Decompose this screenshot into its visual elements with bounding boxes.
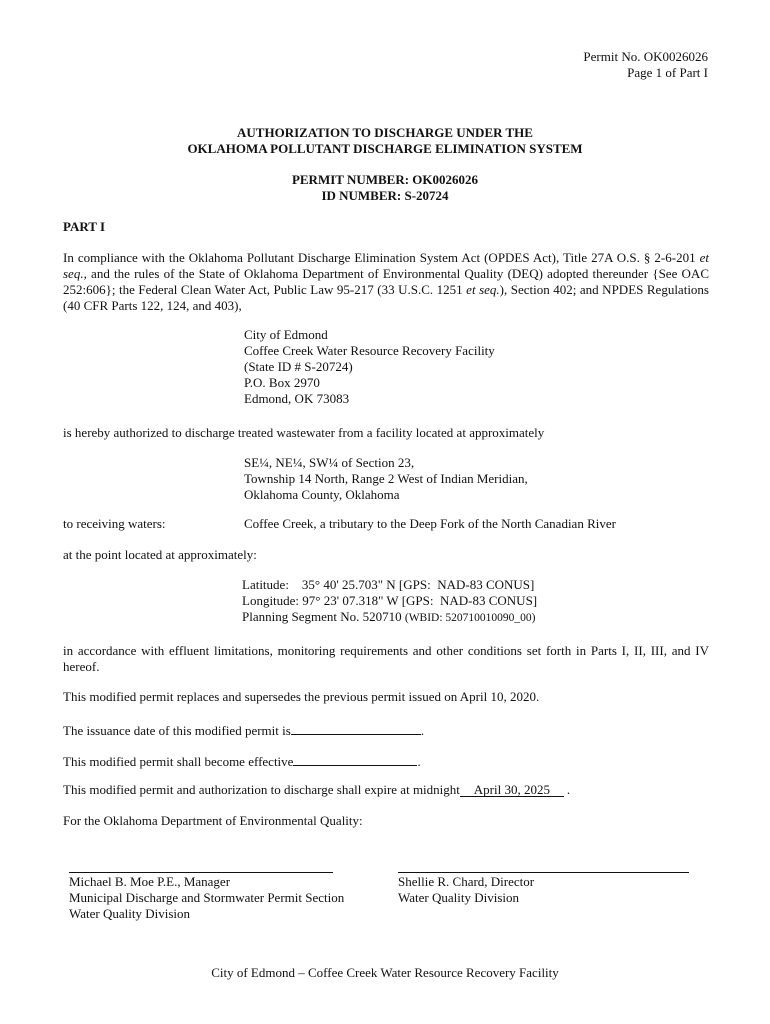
issuance-date-blank (291, 720, 421, 735)
permittee-line: Coffee Creek Water Resource Recovery Facility (244, 343, 495, 358)
page-footer: City of Edmond – Coffee Creek Water Resource Recovery Facility (211, 965, 559, 980)
effective-period: . (417, 754, 421, 769)
signature-line-right (398, 872, 689, 873)
authorized-text: is hereby authorized to discharge treated wastewater from a facility located at approximately (63, 425, 545, 440)
receiving-waters-value: Coffee Creek, a tributary to the Deep Fork of the North Canadian River (244, 516, 616, 531)
permittee-line: P.O. Box 2970 (244, 375, 320, 390)
expire-period: . (566, 782, 571, 797)
title-line-2: OKLAHOMA POLLUTANT DISCHARGE ELIMINATION SYSTEM (187, 141, 583, 156)
document-title (40, 125, 730, 157)
compliance-text-1: In compliance with the Oklahoma Pollutant Discharge Elimination System Act (OPDES Act), Title 27A O.S. § 2-6-201 (63, 250, 700, 265)
title-line-1: AUTHORIZATION TO DISCHARGE UNDER THE (237, 125, 533, 140)
receiving-waters-label: to receiving waters: (63, 516, 166, 531)
latitude: Latitude: 35° 40' 25.703" N [GPS: NAD-83 CONUS] (242, 577, 535, 592)
permit-number-title: PERMIT NUMBER: OK0026026 (291, 172, 479, 187)
discharge-coordinates (242, 577, 537, 626)
permittee-line: City of Edmond (244, 327, 328, 342)
location-line: Oklahoma County, Oklahoma (244, 487, 400, 502)
signature-line-left (69, 872, 333, 873)
permit-identifiers (40, 172, 730, 204)
facility-location (244, 455, 528, 503)
location-line: SE¼, NE¼, SW¼ of Section 23, (244, 455, 415, 470)
compliance-text-3: ), Section 402; and NPDES Regulations (40 CFR Parts 122, 124, and 403), (63, 282, 709, 313)
signatory-right-name: Shellie R. Chard, Director (398, 874, 535, 889)
accordance-paragraph: in accordance with effluent limitations, monitoring requirements and other conditions set forth in Parts I, II, III, and IV hereof. (63, 643, 709, 674)
issuance-line (63, 720, 424, 739)
id-number-title: ID NUMBER: S-20724 (321, 188, 449, 203)
page-indicator: Page 1 of Part I (627, 65, 708, 80)
part-heading: PART I (63, 219, 106, 234)
location-line: Township 14 North, Range 2 West of Indian Meridian, (244, 471, 528, 486)
issuance-label: The issuance date of this modified permit is (63, 723, 291, 738)
signatory-right (398, 874, 534, 906)
signatory-left-name: Michael B. Moe P.E., Manager (69, 874, 231, 889)
permit-number-header: Permit No. OK0026026 (583, 49, 708, 64)
compliance-italic-1: et seq. (63, 250, 709, 281)
expiration-date: April 30, 2025 (460, 782, 564, 797)
effective-date-blank (293, 751, 417, 766)
expire-line (63, 782, 570, 798)
issuance-period: . (420, 723, 425, 738)
effective-label: This modified permit shall become effective (63, 754, 294, 769)
planning-segment (242, 609, 537, 626)
compliance-italic-2: et seq. (466, 282, 500, 297)
wbid: (WBID: 520710010090_00) (404, 612, 536, 624)
signatory-left (69, 874, 344, 922)
signatory-left-title: Municipal Discharge and Stormwater Permit Section (69, 890, 345, 905)
longitude: Longitude: 97° 23' 07.318" W [GPS: NAD-83 CONUS] (242, 593, 538, 608)
supersede-text: This modified permit replaces and supersedes the previous permit issued on April 10, 2020. (63, 689, 540, 704)
page-header (420, 49, 708, 81)
compliance-paragraph (63, 250, 709, 314)
segment-number: Planning Segment No. 520710 (242, 609, 405, 624)
permittee-line: (State ID # S-20724) (244, 359, 353, 374)
permittee-line: Edmond, OK 73083 (244, 391, 350, 406)
effective-line (63, 751, 421, 770)
signatory-left-division: Water Quality Division (69, 906, 190, 921)
signatory-right-division: Water Quality Division (398, 890, 519, 905)
compliance-text-2: , and the rules of the State of Oklahoma Department of Environmental Quality (DEQ) adopted thereunder {See OAC 252:606}; the Federal Clean Water Act, Public Law 95-217 (33 U.S.C. 1251 (63, 266, 709, 297)
expire-label: This modified permit and authorization to discharge shall expire at midnight (63, 782, 460, 797)
point-text: at the point located at approximately: (63, 547, 257, 562)
permittee-address (244, 327, 495, 407)
for-deq-text: For the Oklahoma Department of Environmental Quality: (63, 813, 363, 828)
